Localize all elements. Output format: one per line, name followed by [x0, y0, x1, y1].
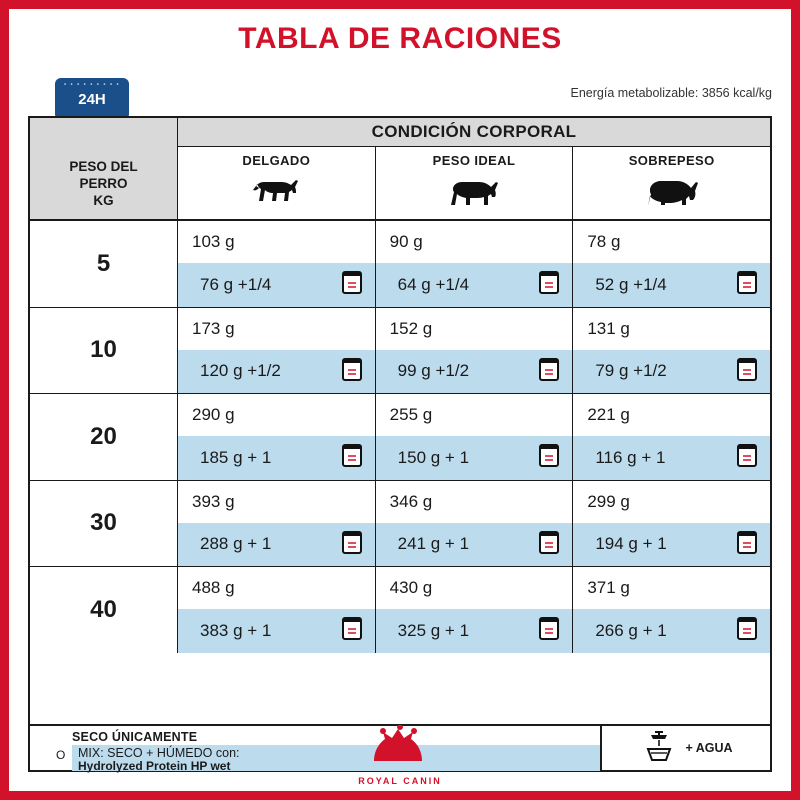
cell-thin	[178, 567, 376, 653]
dry-amount: 299 g	[587, 491, 630, 511]
mix-amount-row	[573, 609, 770, 653]
table-row	[30, 481, 770, 568]
rations-table	[28, 116, 772, 726]
row-weight-label: 10	[30, 308, 178, 394]
dry-amount: 290 g	[192, 405, 235, 424]
mix-amount: 52 g +1/4	[595, 274, 667, 294]
wet-can-icon	[341, 356, 363, 387]
mix-amount: 241 g + 1	[397, 534, 470, 554]
dry-amount: 371 g	[587, 578, 630, 597]
page-title: TABLA DE RACIONES	[238, 22, 562, 55]
cell-ideal	[376, 481, 574, 567]
wet-can-icon	[341, 529, 363, 560]
dry-amount: 346 g	[389, 491, 433, 511]
right-border-band	[791, 0, 800, 800]
bottom-border-band	[0, 791, 800, 800]
cell-thin	[178, 481, 376, 567]
cell-overweight	[573, 567, 770, 653]
condition-label-overweight: SOBREPESO	[628, 153, 715, 168]
table-subheader-row	[30, 147, 770, 221]
mix-amount: 116 g + 1	[595, 447, 666, 467]
badge-ticks: • • • • • • • • •	[63, 82, 121, 88]
mix-amount-row	[376, 350, 573, 394]
brand-wordmark: ROYAL CANIN	[358, 776, 442, 786]
wet-can-icon	[736, 615, 758, 646]
water-legend	[600, 726, 770, 770]
mix-amount-row	[573, 523, 770, 567]
mix-amount: 266 g + 1	[595, 620, 667, 640]
feeding-24h-badge	[55, 78, 129, 120]
wet-can-icon	[538, 529, 560, 560]
dog-ideal-icon	[448, 175, 500, 210]
cell-ideal	[376, 308, 574, 394]
condition-column-overweight	[573, 147, 770, 219]
cell-ideal	[376, 394, 574, 480]
mix-amount-row	[178, 436, 375, 480]
cell-overweight	[573, 221, 770, 307]
condition-label-ideal: PESO IDEAL	[432, 153, 516, 168]
table-body	[30, 221, 770, 653]
mix-amount-row	[376, 263, 573, 307]
table-row	[30, 308, 770, 395]
row-weight-label: 5	[30, 221, 178, 307]
mix-amount: 64 g +1/4	[397, 274, 470, 294]
dry-amount: 393 g	[192, 491, 235, 511]
weight-header-line-3: KG	[93, 192, 114, 208]
mix-amount-row	[573, 263, 770, 307]
cell-ideal	[376, 567, 574, 653]
cell-thin	[178, 221, 376, 307]
dry-amount: 430 g	[389, 578, 433, 597]
mix-amount-row	[178, 609, 375, 653]
water-bowl-icon	[639, 729, 679, 768]
mix-amount: 383 g + 1	[200, 620, 272, 640]
wet-can-icon	[341, 269, 363, 300]
wet-can-icon	[736, 529, 758, 560]
dry-amount: 131 g	[587, 318, 630, 338]
dry-amount: 78 g	[587, 232, 621, 251]
dry-amount: 255 g	[389, 405, 433, 424]
mix-amount: 120 g +1/2	[200, 361, 281, 381]
cell-ideal	[376, 221, 574, 307]
water-label: + AGUA	[685, 741, 733, 755]
mix-amount-row	[178, 263, 375, 307]
cell-thin	[178, 308, 376, 394]
wet-can-icon	[538, 356, 560, 387]
mix-amount-row	[376, 609, 573, 653]
metabolizable-energy-note: Energía metabolizable: 3856 kcal/kg	[570, 86, 772, 100]
royal-canin-crown-icon	[352, 725, 448, 769]
mix-amount-row	[178, 350, 375, 394]
dry-amount: 173 g	[192, 318, 235, 338]
weight-header-line-1: PESO DEL	[69, 158, 138, 174]
dog-thin-icon	[250, 175, 302, 210]
or-label: O	[56, 748, 66, 762]
wet-can-icon	[736, 356, 758, 387]
table-row	[30, 567, 770, 653]
wet-can-icon	[538, 269, 560, 300]
mix-amount: 79 g +1/2	[595, 361, 667, 381]
mix-amount-row	[178, 523, 375, 567]
mix-amount: 76 g +1/4	[200, 274, 272, 294]
dry-amount: 488 g	[192, 578, 235, 597]
mix-amount: 325 g + 1	[397, 620, 470, 640]
condition-header: CONDICIÓN CORPORAL	[178, 118, 770, 146]
weight-header	[30, 119, 178, 219]
cell-overweight	[573, 481, 770, 567]
cell-overweight	[573, 308, 770, 394]
mix-amount-row	[573, 350, 770, 394]
mix-amount: 185 g + 1	[200, 447, 272, 467]
cell-overweight	[573, 394, 770, 480]
wet-can-icon	[736, 269, 758, 300]
wet-can-icon	[538, 442, 560, 473]
mix-legend-line-1: MIX: SECO + HÚMEDO con:	[78, 746, 240, 760]
weight-header-line-2: PERRO	[79, 175, 128, 191]
dry-amount: 90 g	[389, 232, 423, 251]
mix-amount: 99 g +1/2	[397, 361, 470, 381]
mix-amount: 194 g + 1	[595, 534, 667, 554]
mix-amount-row	[376, 523, 573, 567]
dry-only-label: SECO ÚNICAMENTE	[72, 730, 198, 744]
dry-amount: 152 g	[389, 318, 433, 338]
left-border-band	[0, 0, 9, 800]
condition-label-thin: DELGADO	[242, 153, 311, 168]
wet-can-icon	[341, 615, 363, 646]
top-border-band	[0, 0, 800, 9]
mix-amount: 288 g + 1	[200, 534, 272, 554]
table-row	[30, 394, 770, 481]
wet-can-icon	[341, 442, 363, 473]
condition-column-ideal	[376, 147, 574, 219]
mix-amount-row	[376, 436, 573, 480]
wet-can-icon	[736, 442, 758, 473]
mix-amount: 150 g + 1	[397, 447, 470, 467]
mix-amount-row	[573, 436, 770, 480]
mix-legend-line-2: Hydrolyzed Protein HP wet	[78, 759, 231, 773]
badge-label: 24H	[78, 90, 106, 108]
dry-amount: 221 g	[587, 405, 630, 424]
row-weight-label: 20	[30, 394, 178, 480]
wet-can-icon	[538, 615, 560, 646]
row-weight-label: 30	[30, 481, 178, 567]
cell-thin	[178, 394, 376, 480]
dry-amount: 103 g	[192, 232, 235, 251]
row-weight-label: 40	[30, 567, 178, 653]
condition-column-thin	[178, 147, 376, 219]
dog-overweight-icon	[646, 175, 698, 210]
table-row	[30, 221, 770, 308]
